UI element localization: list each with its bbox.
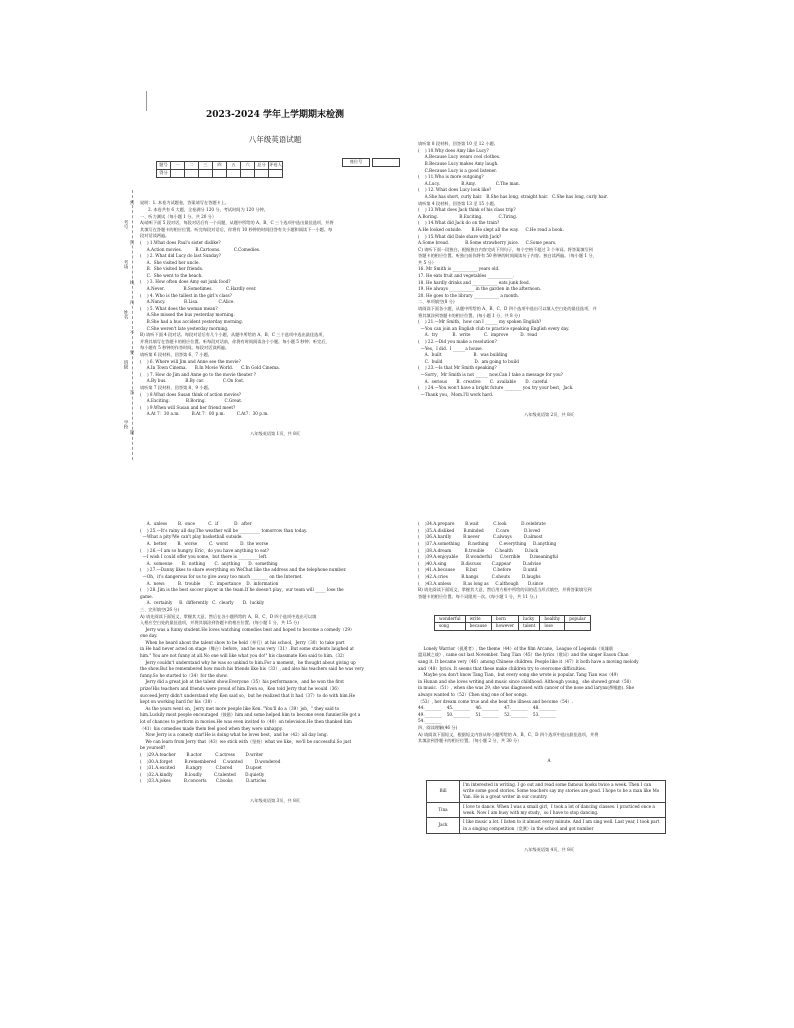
text-line: ( ) 26.—I am so hungry. Eric，do you have anything to eat? bbox=[140, 547, 269, 553]
cell bbox=[372, 158, 400, 167]
text-line: Lonely Warrior（孤勇者）, the theme（44）of the film Arcane，League of Legends《英雄联 bbox=[418, 645, 614, 651]
text-line: and（48）lyrics. It seems that these make children try to overcome difficulties. bbox=[418, 665, 587, 671]
text-line: A.Never. B.Sometimes. C.Hardly ever. bbox=[140, 286, 257, 292]
text-line: ( ) 22.—Did you make a resolution? bbox=[418, 339, 497, 344]
word: however bbox=[491, 623, 518, 631]
sidebar-seal-1: 密 bbox=[129, 200, 134, 205]
word: song bbox=[435, 623, 466, 631]
text-line: B) 请先阅读下面短文，掌握其大意，然后用方框中所给的词的适当形式填空，并将答案填写到 bbox=[418, 587, 592, 593]
text-line: 三、完形填空(26 分) bbox=[140, 606, 180, 612]
text-line: 盟双城之战》, came out last November. Tang Tian（45）the lyrics（歌词）and the singer Eason Chan bbox=[418, 652, 629, 658]
text-line: always wanted to（52）Chen sing one of her songs. bbox=[418, 692, 528, 698]
text-line: 其填写在答题卡的相应位置。听完每段对话后，你将有 10 秒钟的时间回答有关小题和阅读下一小题。每 bbox=[140, 226, 333, 232]
text-line: ( )36.A.hardly B.never C.always D.almost bbox=[418, 534, 543, 540]
text-line: one day. bbox=[140, 633, 158, 639]
text-line: kept on working hard for his（38）. bbox=[140, 699, 216, 705]
binding-dash bbox=[132, 190, 133, 460]
text-line: A. built B. was building bbox=[418, 352, 508, 358]
text-line: ( ) 7. How do Jim and Anne go to the movie theater ? bbox=[140, 371, 256, 377]
word: born bbox=[491, 615, 518, 623]
text-line: —What a pity!We can't play basketball outside. bbox=[140, 534, 243, 540]
text-line: We can learn from Jerry that（43）we stick with（坚持）what we like，we'll be successful.So just bbox=[140, 738, 352, 744]
cell bbox=[269, 169, 283, 177]
text-line: 将其填涂到答题卡的相应位置。(每小题 1 分，共 8 分) bbox=[418, 312, 520, 318]
reading-table-row bbox=[427, 802, 666, 818]
cell bbox=[213, 169, 227, 177]
text-line: ( )38.A.dream B.trouble C.health D.luck bbox=[418, 547, 539, 553]
text-line: ( ) 5. What does the woman mean? bbox=[140, 305, 218, 311]
text-line: game. bbox=[140, 593, 153, 599]
sidebar-school: 学校 bbox=[123, 420, 128, 430]
text-line: 四、阅读理解(46 分) bbox=[418, 725, 458, 730]
text-line: A. news B. trouble C. importance D. information bbox=[140, 580, 279, 586]
text-line: B. She visited her friends. bbox=[140, 266, 204, 272]
text-line: ( )42.A.cries B.hangs C.shouts D.laughs bbox=[418, 573, 541, 579]
text-line: ( )35.A.disliked B.minded C.care D.loved bbox=[418, 527, 540, 533]
text-line: ( ) 9.When will Susan and her friend meet? bbox=[140, 404, 236, 410]
text-line: A.Exciting. B.Boring. C.Great. bbox=[140, 398, 243, 404]
page-3-footer: 八年级英语第 3页，共 8页 bbox=[250, 798, 300, 804]
text-line: lot of chances to perform in movies.He was even invited to（40）on television.He then thanked him bbox=[140, 719, 352, 724]
text-line: 16. Mr Smith is ____________ years old. bbox=[418, 266, 500, 272]
text-line: 答题卡的相应位置。听独白前你将有 50 秒钟的时间阅读句子内容。独白读两遍。（每小题 1 分， bbox=[418, 253, 597, 259]
text-line: —Oh，it's dangerous for us to give away too much ________ on the Internet. bbox=[140, 573, 303, 579]
text-line: ( )41.A.because B.but C.before D.until bbox=[418, 567, 538, 573]
sidebar-seal-2: 封 bbox=[129, 240, 134, 245]
text-line: A.She has short, curly hair. B.She has long, straight hair. C.She has long, curly hair. bbox=[418, 193, 608, 199]
score-table bbox=[156, 161, 283, 178]
page-2-footer: 八年级英语第 2页，共 8页 bbox=[524, 411, 574, 417]
text-line: B) 请听下面 4 段对话。每段对话后有几个小题，从题中所给的 A、B、C 三个选项中选出最佳选项， bbox=[140, 332, 327, 338]
text-line: 2. 本卷共有 6 大题，全卷满分 120 分，考试时间为 120 分钟。 bbox=[140, 206, 268, 212]
cell: 题号 bbox=[157, 161, 171, 169]
text-line: ( )31.A.excited B.angry C.bored D.upset bbox=[140, 765, 262, 771]
text-line: ( )29.A.teacher B.actor C.actress D.writer bbox=[140, 751, 264, 757]
cell: 六 bbox=[241, 161, 255, 169]
page-3-text bbox=[140, 521, 410, 785]
text-line: 共 5 分） bbox=[418, 259, 436, 265]
text-line: 54.________ bbox=[418, 718, 442, 724]
text-line: ( ) 2. What did Lucy do last Sunday? bbox=[140, 253, 221, 259]
text-line: 说明：1. 本卷为试题卷，答案请写在答题卡上。 bbox=[140, 200, 230, 206]
word: talent bbox=[519, 623, 540, 631]
text-line: A.Nancy. B.Lisa. C.Alice. bbox=[140, 299, 235, 305]
text-line: 18. He hardly drinks and ____________ eats junk food. bbox=[418, 279, 531, 285]
text-line: A. unless B. once C. if D. after bbox=[140, 521, 252, 527]
reading-table bbox=[426, 780, 666, 834]
exam-subtitle: 八年级英语试题 bbox=[248, 135, 302, 145]
text-line: prize!His teachers and friends were proud of him.Even so，Ken told Jerry that he would（36） bbox=[140, 686, 342, 692]
text-line: the show.But he remembered how much his friends like his（33）, and also his teachers said he was very bbox=[140, 666, 364, 672]
text-line: A. better B. worse C. worst D. the worse bbox=[140, 540, 269, 546]
sidebar-seal-6: 要 bbox=[129, 350, 134, 355]
text-line: ( ) 28. Jim is the best soccer player in the team.If he doesn't play，our team will _____ lose the bbox=[140, 587, 344, 593]
text-line: —Thank you，Mom.I'll work hard. bbox=[418, 391, 494, 397]
page-1-footer: 八年级英语第 1页，共 8页 bbox=[250, 431, 300, 437]
text-line: ( )32.A.kindly B.loudly C.talented D.quietly bbox=[140, 771, 265, 777]
cell: 总分 bbox=[255, 161, 269, 169]
text-line: —Sorry，Mr Smith is not ______ now.Can I take a message for you? bbox=[418, 371, 563, 377]
person-text: I love to dance. When I was a small girl，I took a lot of dancing classes. I practiced once a week. Now I am busy with my study，so I have to stop dancing. bbox=[460, 802, 666, 818]
cell: 二 bbox=[185, 161, 199, 169]
text-line: ( )43.A.unless B.as long as C.although D.since bbox=[418, 580, 544, 586]
page-3 bbox=[140, 508, 410, 846]
person-name: Jack bbox=[427, 818, 460, 834]
text-line: A.Lucy. B.Amy. C.The man. bbox=[418, 180, 520, 186]
text-line: ( ) 1.What does Paul's sister dislike? bbox=[140, 239, 221, 245]
sidebar-number: 考号 bbox=[123, 220, 128, 230]
text-line: succeed.Jerry didn't understand why Ken said so，but he realized that it had（37）to do with him.He bbox=[140, 692, 356, 698]
word-box bbox=[434, 615, 591, 631]
person-name: Tina bbox=[427, 802, 460, 818]
page-1-text bbox=[140, 200, 410, 418]
cell bbox=[255, 169, 269, 177]
reading-table-title: A bbox=[547, 757, 551, 763]
word: because bbox=[465, 623, 491, 631]
text-line: 答题卡的相应位置。每个词限用一次。(每小题 1 分，共 11 分。) bbox=[418, 593, 538, 599]
text-line: 请阅读下面各小题，从题中所给的 A、B、C、D 四个选项中选出可以填入空白处的最佳选项，并 bbox=[418, 306, 597, 312]
page-2-text bbox=[418, 141, 680, 398]
text-line: 并将其填写在答题卡的相应位置。听每段对话前，你将有时间阅读各个小题，每小题 5 秒钟；听完后， bbox=[140, 338, 330, 344]
text-line: ( ) 4. Who is the tallest in the girl's class? bbox=[140, 292, 232, 298]
page-4-footer: 八年级英语第 4页，共 8页 bbox=[524, 847, 574, 853]
text-line: ( ) 25.—It's rainy all day.The weather will be __________ tomorrow than today. bbox=[140, 527, 308, 533]
text-line: 每小题有 5 秒钟的作答时间。每段对话读两遍。 bbox=[140, 345, 230, 351]
text-line: A.Some bread. B.Some strawberry juice. C.Some pears. bbox=[418, 240, 557, 246]
text-line: B.She had a bus accident yesterday morning. bbox=[140, 319, 243, 325]
text-line: C.She weren't late yesterday morning. bbox=[140, 325, 229, 331]
page-1 bbox=[140, 96, 410, 458]
score-table-header bbox=[157, 161, 283, 169]
sidebar-room: 考场 bbox=[123, 260, 128, 270]
text-line: A.At 7：30 a.m. B.At 7：00 p.m. C.At7：30 p.m. bbox=[140, 411, 269, 417]
text-line: 49.________ 50.________ 51.________ 52.________ 53.________ bbox=[418, 711, 557, 717]
text-line: ( ) 13.What does Jack think of his class trip? bbox=[418, 207, 516, 213]
page-4 bbox=[418, 508, 680, 853]
sidebar-class: 班级 bbox=[123, 360, 128, 370]
text-line: A. certainly B. differently C. clearly D. luckily bbox=[140, 600, 265, 606]
text-line: ( ) 3. How often does Amy eat junk food? bbox=[140, 279, 231, 285]
text-line: 请听第 8 段材料，回答第 10 至 12 小题。 bbox=[418, 141, 498, 147]
page-4-text bbox=[418, 521, 680, 600]
text-line: Now Jerry is a comedy star!He is doing what he loves best，and he（42）all day long. bbox=[140, 732, 328, 738]
word: healthy bbox=[540, 615, 565, 623]
text-line: ( ) 11.Who is more outgoing? bbox=[418, 174, 484, 180]
cell: 五 bbox=[227, 161, 241, 169]
text-line: ( )40.A.sing B.discuss C.appear D.advise bbox=[418, 560, 541, 566]
text-line: Jerry was a funny student.He loves watching comedies best and hoped to become a comedy（29） bbox=[140, 626, 355, 632]
cell bbox=[241, 169, 255, 177]
text-line: ( )33.A.jokes B.concerts C.books D.articles bbox=[140, 778, 267, 784]
text-line: 段对话读两遍。 bbox=[140, 233, 170, 239]
text-line: ( ) 10.Why does Amy like Lucy? bbox=[418, 147, 489, 153]
text-line: 一、听力测试（每小题 1 分，共 20 分） bbox=[140, 213, 217, 219]
text-line: A.In Town Cinema. B.In Movie World. C.In Gold Cinema. bbox=[140, 365, 280, 371]
reading-table-row bbox=[427, 780, 666, 802]
text-line: ( )39.A.enjoyable B.wonderful C.terrible D.meaningful bbox=[418, 554, 559, 560]
exam-title: 2023-2024 学年上学期期末检测 bbox=[206, 110, 344, 121]
text-line: B.Because Lucy makes Amy laugh. bbox=[418, 160, 499, 166]
word: wonderful bbox=[435, 615, 466, 623]
text-line: C.Because Lucy is a good listener. bbox=[418, 167, 498, 173]
text-line: A) 请先阅读下面短文，掌握其大意，然后在各小题所给的 A、B、C、D 四个选项中选出可以填 bbox=[140, 613, 317, 619]
sidebar-seal-7: 答 bbox=[129, 390, 134, 395]
text-line: ( ) 21.—Mr Smith，how can I ______ my spoken English? bbox=[418, 319, 542, 325]
cell bbox=[199, 169, 213, 177]
text-line: 其填涂到答题卡的相应位置。（每小题 2 分，共 30 分） bbox=[418, 738, 522, 744]
sidebar-seal-3: 线 bbox=[129, 280, 134, 285]
text-line: （53）, her dream come true and she beat the illness and become（54）. bbox=[418, 698, 573, 704]
text-line: 入相应空白处的最佳选项，并将其填涂到答题卡的相应位置。(每小题 1 分，共 15 分) bbox=[140, 620, 299, 626]
text-line: —Yes，I did. I ______a house. bbox=[418, 345, 483, 351]
person-name: Bill bbox=[427, 780, 460, 802]
text-line: sang it. It became very（46）among Chinese children. People like it（47）it both have a moving melody bbox=[418, 659, 639, 665]
text-line: ( ) 24.—You won't have a bright future ________ you try your best，Jack. bbox=[418, 385, 574, 391]
person-text: I like music a lot. I listen to it almost every minute. And I am sing well. Last year, I took part in a singing competition（竞赛）in the school and got number bbox=[460, 818, 666, 834]
text-line: Jerry did a great job at the talent show.Everyone（35）his performance，and he won the first bbox=[140, 679, 344, 685]
text-line: As the years went on，Jerry met more people like Ken. "You'll do a（39）job，" they said to bbox=[140, 705, 340, 711]
text-line: ( )34.A.prepare B.wait C.look D.celebrate bbox=[418, 521, 546, 527]
text-line: 请听第 7 段材料，回答第 8、9 小题。 bbox=[140, 384, 212, 390]
cell bbox=[565, 623, 590, 631]
text-line: A. someone B. nothing C. anything D. something bbox=[140, 560, 278, 566]
sidebar-name: 姓名 bbox=[123, 310, 128, 320]
text-line: ( ) 14.What did Jack do on the train? bbox=[418, 220, 500, 226]
text-line: him.Luckily most people encouraged（鼓励）him and some helped him to become even funnier.He got a bbox=[140, 712, 361, 718]
text-line: （41）his comedies made them feel good when they were unhappy. bbox=[140, 725, 283, 731]
word: write bbox=[465, 615, 491, 623]
text-line: in Hunan and she loves writing and music since childhood. Although young，she showed great（50） bbox=[418, 678, 634, 684]
word: popular bbox=[565, 615, 590, 623]
score-table-row bbox=[157, 169, 283, 177]
page-4-passage bbox=[418, 646, 680, 745]
text-line: When he heard about the talent show to be held（举行）at his school，Jerry（30）to take part bbox=[140, 639, 345, 645]
cell: 得分 bbox=[157, 169, 171, 177]
cell: 四 bbox=[213, 161, 227, 169]
text-line: Jerry couldn't understand why he was so unkind to him.For a moment，he thought about giving up bbox=[140, 659, 356, 665]
person-text: I'm interested in writing. I go out and read some famous books twice a week. Then I can write some good stories. Some teachers say my stories are good. I hope to be a man like Mo Yan. He is a great writer in our country. bbox=[460, 780, 666, 802]
text-line: C. build D. am going to build bbox=[418, 358, 519, 364]
reading-table-row bbox=[427, 818, 666, 834]
text-line: ( ) 6. Where will Jim and Anne see the movie? bbox=[140, 358, 241, 364]
text-line: 19. He always ____________ in the garden in the afternoon. bbox=[418, 286, 542, 292]
text-line: —I wish I could offer you some，but there is __________left. bbox=[140, 554, 268, 560]
cell bbox=[185, 169, 199, 177]
sidebar-seal-4: 内 bbox=[129, 300, 134, 305]
cell: 评卷人 bbox=[269, 162, 282, 168]
cell bbox=[227, 169, 241, 177]
text-line: ( ) 27.—Danny likes to share everything on WeChat like the address and the telephone number. bbox=[140, 567, 347, 573]
cell bbox=[171, 169, 185, 177]
text-line: C. She went to the beach. bbox=[140, 272, 203, 278]
page-2 bbox=[418, 128, 680, 458]
text-line: ( ) 12. What does Lucy look like? bbox=[418, 187, 492, 193]
text-line: A.She missed the bus yesterday morning. bbox=[140, 312, 235, 318]
text-line: A)请听下面 5 段对话，每段对话后有一个问题，从题中所给的 A、B、C 三个选项中选出最佳选项，并将 bbox=[140, 220, 334, 226]
text-line: A.Action movies. B.Cartoons. C.Comedies. bbox=[140, 246, 261, 252]
cell: 三 bbox=[199, 161, 213, 169]
text-line: 17. He eats fruit and vegetables ____________. bbox=[418, 273, 515, 279]
text-line: A.Because Lucy wears cool clothes. bbox=[418, 154, 501, 160]
text-line: ( ) 15.What did Dale share with Jack? bbox=[418, 233, 502, 239]
text-line: funny.So he started to（34）for the show. bbox=[140, 672, 228, 678]
text-line: ( )37.A.something B.nothing C.everything D.anything bbox=[418, 540, 557, 546]
text-line: C) 请听下面一段独白，根据独白内容完成下列句子，每个空格不超过 3 个单词。将答案填写到 bbox=[418, 246, 593, 252]
sidebar-seal-8: 题 bbox=[129, 430, 134, 435]
seat-number-label: 座位号 bbox=[342, 158, 370, 167]
text-line: him." You are not funny at all.No one will like what you do!" his classmate Ken said to him.（32） bbox=[140, 653, 347, 659]
text-line: ( ) 8.What does Susan think of action movies? bbox=[140, 391, 241, 397]
text-line: A.He looked outside. B.He slept all the way. C.He read a book. bbox=[418, 226, 564, 232]
text-line: 二、单项填空(8 分) bbox=[418, 299, 455, 305]
text-line: 请听第 4 段材料，回答第 13 至 15 小题。 bbox=[418, 200, 498, 206]
cell: 一 bbox=[171, 161, 185, 169]
text-line: ( ) 23.—Is that Mr Smith speaking? bbox=[418, 365, 497, 371]
text-line: ( )30.A.forget B.remembered C.wanted D.wondered bbox=[140, 758, 281, 764]
text-line: A. She visited her uncle. bbox=[140, 259, 200, 265]
text-line: 请听第 6 段材料，回答第 6、7 小题。 bbox=[140, 352, 212, 357]
sidebar-binding bbox=[116, 190, 138, 460]
text-line: A.Boring. B.Exciting. C.Tiring. bbox=[418, 213, 518, 219]
word: lose bbox=[540, 623, 565, 631]
sidebar-seal-5: 不 bbox=[129, 330, 134, 335]
text-line: be yourself! bbox=[140, 745, 166, 751]
text-line: 44.________ 45.________ 46.________ 47.________ 48.________ bbox=[418, 705, 557, 711]
seat-number-box bbox=[340, 156, 402, 169]
text-line: Maybe you don't know Tang Tian，but every song she wrote is popular. Tang Tian was（49） bbox=[418, 672, 621, 678]
text-line: in music.（51）, when she was 29, she was diagnosed with cancer of the nose and larynx(鼻喉癌). She bbox=[418, 685, 634, 691]
text-line: in He had never acted on stage（舞台）before，and he was very（31）.But some students laughed at bbox=[140, 646, 354, 652]
word: lucky bbox=[519, 615, 540, 623]
text-line: A) 请阅读下面短文，根据短文内容从每小题所给的 A、B、C、D 四个选项中选出最佳选项，并将 bbox=[418, 731, 599, 737]
text-line: —You can join an English club to practice speaking English every day. bbox=[418, 325, 570, 331]
text-line: A.By bus. B.By car. C.On foot. bbox=[140, 378, 245, 384]
text-line: A. try B. write C. improve D. read bbox=[418, 332, 538, 338]
text-line: 20. He goes to the library ____________ a month. bbox=[418, 292, 520, 298]
text-line: A. serious B. creative C. available D. careful bbox=[418, 378, 548, 384]
